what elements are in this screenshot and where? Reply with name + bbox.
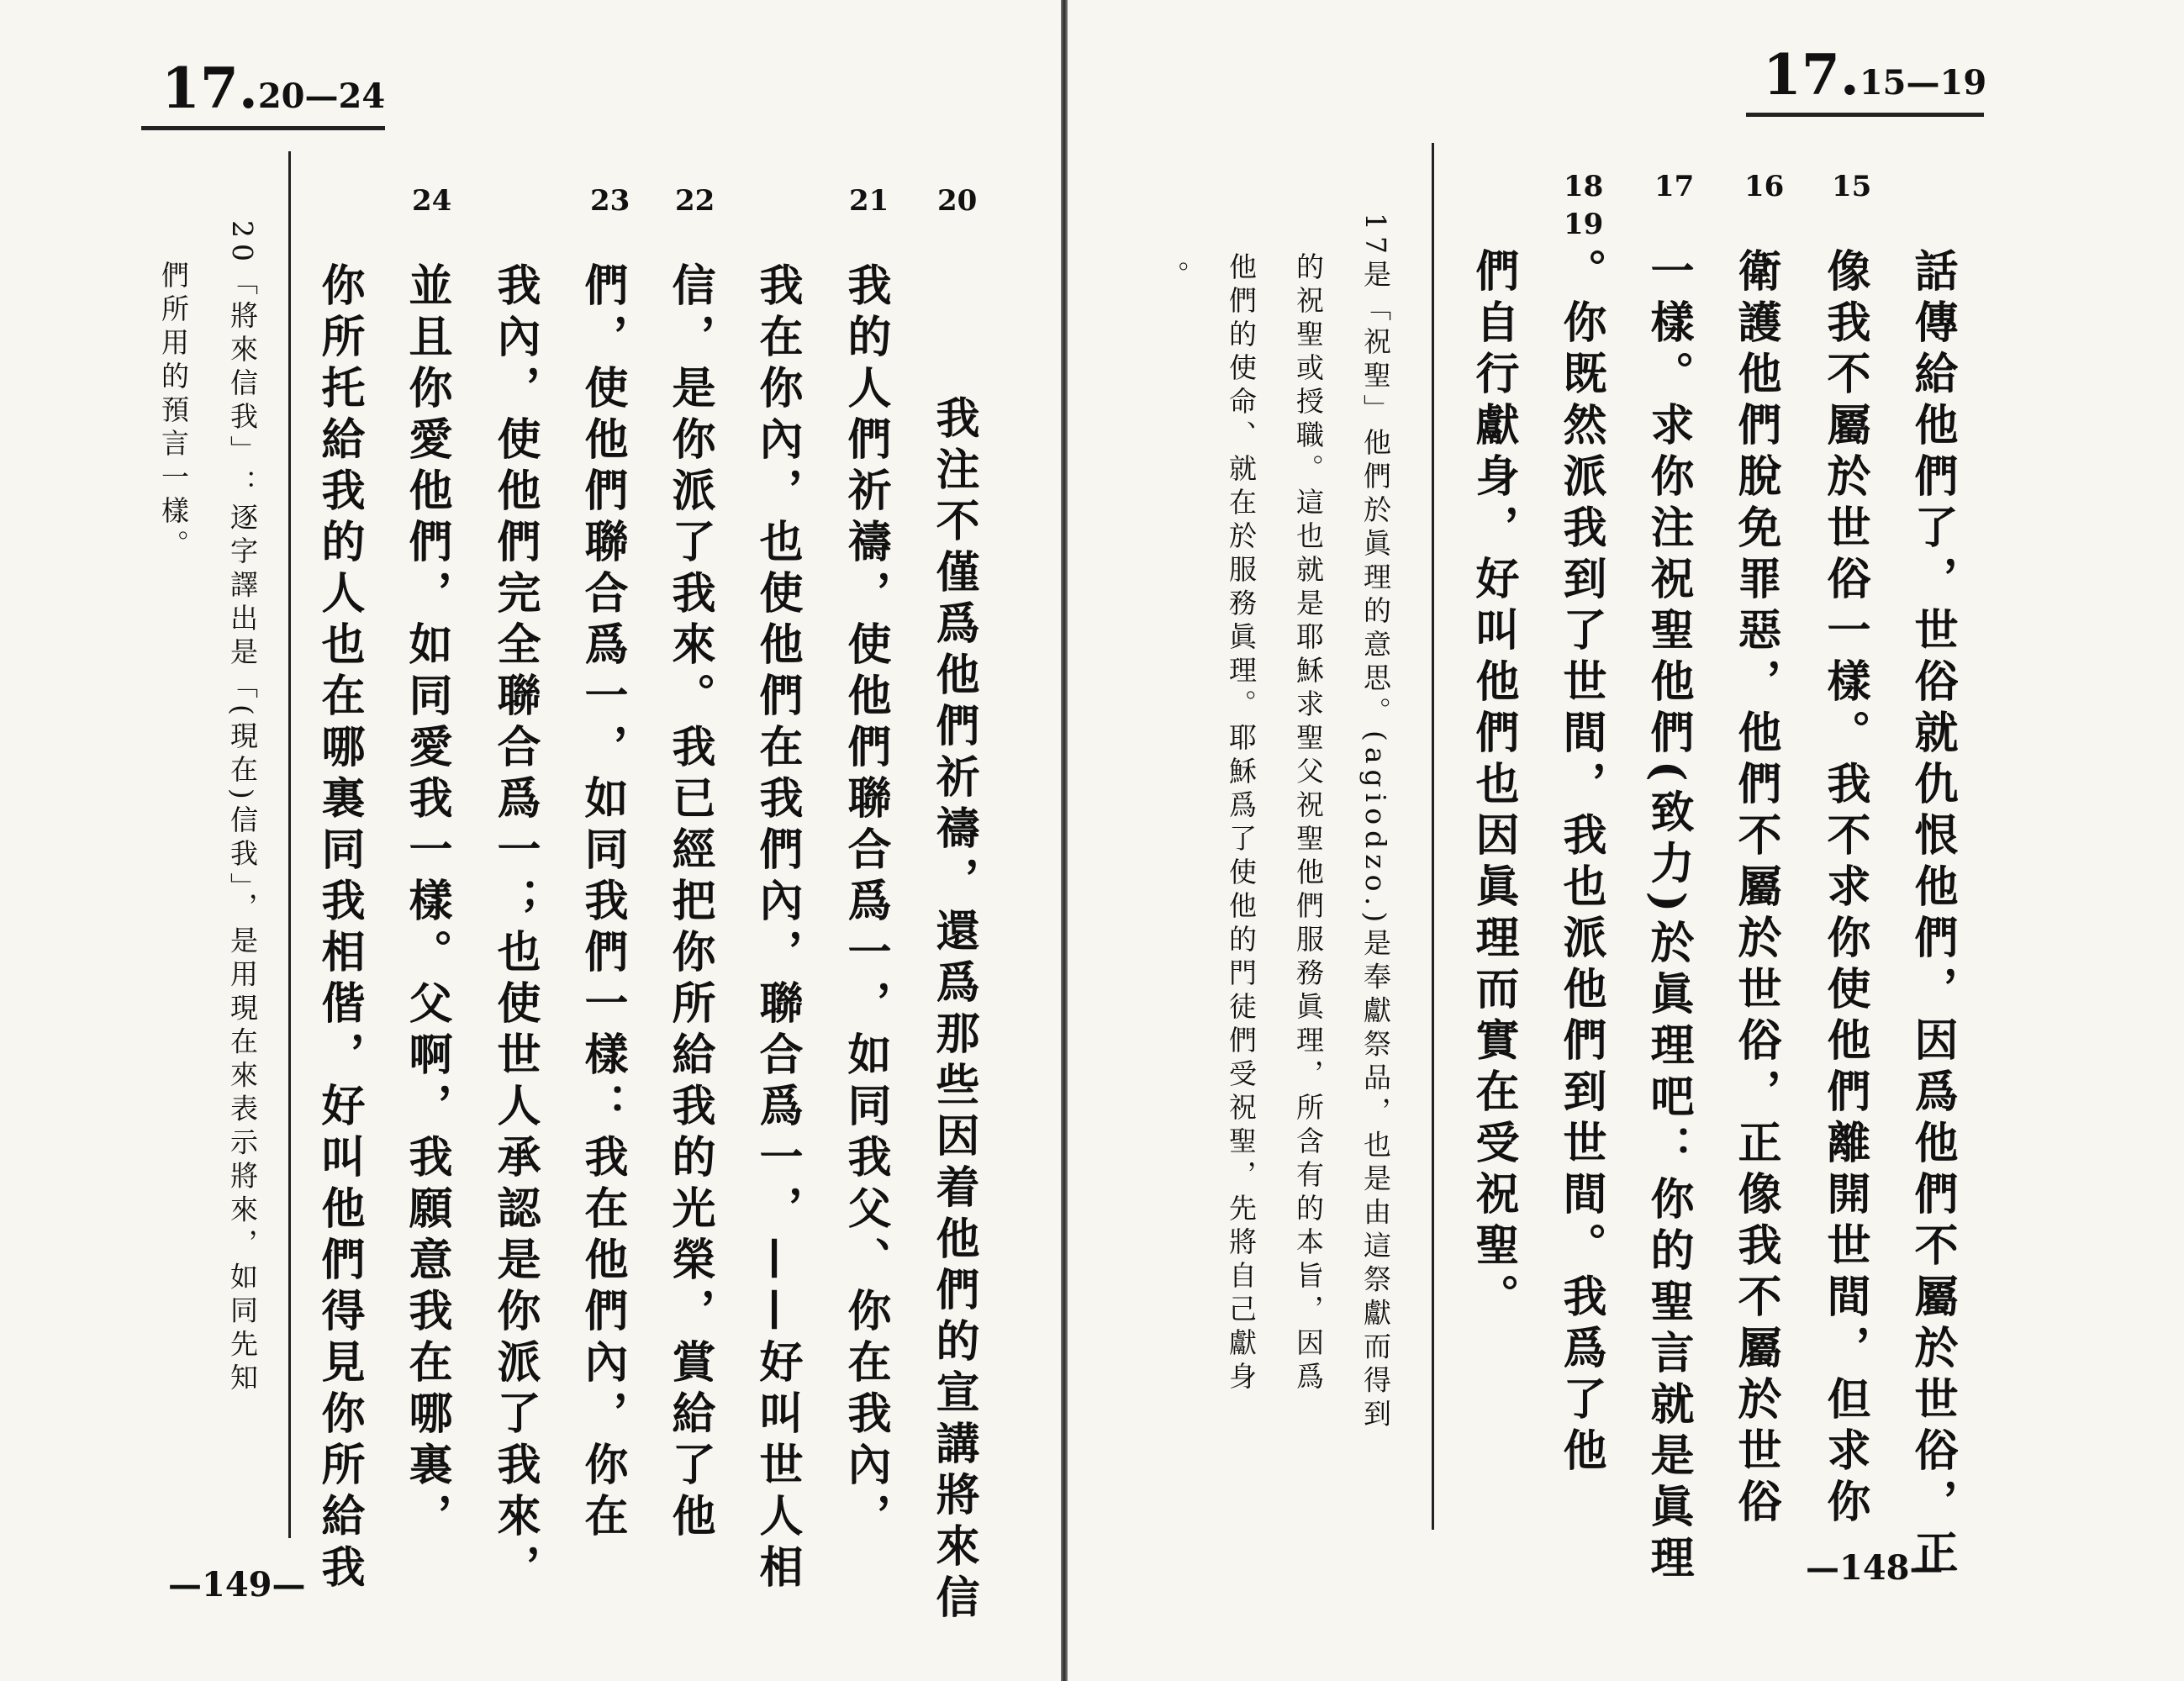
- right-header: [1763, 42, 1987, 108]
- right-page: [1068, 0, 2184, 1681]
- text-column: 一樣。求你注祝聖他們(致力)於眞理吧：你的聖言就是眞理: [1643, 248, 1694, 1587]
- verse-number: 15: [1832, 170, 1872, 203]
- verse-number: 17: [1654, 170, 1695, 203]
- text-column: 話傳給他們了，世俗就仇恨他們，因爲他們不屬於世俗，正: [1907, 248, 1958, 1581]
- footnote-column: 他們的使命、就在於服務眞理。耶穌爲了使他的門徒們受祝聖，先將自己獻身: [1225, 252, 1258, 1395]
- text-column: 我的人們祈禱，使他們聯合爲一，如同我父、你在我內，: [840, 262, 891, 1544]
- verse-number: 19: [1564, 208, 1604, 241]
- verse-number: 23: [590, 184, 630, 218]
- footnote-column: 。: [1158, 261, 1190, 294]
- left-header-verses: 20—24: [257, 76, 386, 116]
- text-column: 你所托給我的人也在哪裏同我相偕，好叫他們得見你所給我: [314, 262, 365, 1595]
- text-column: 衛護他們脫免罪惡，他們不屬於世俗，正像我不屬於世俗: [1730, 248, 1781, 1530]
- footnote-column: 17是「祝聖」他們於眞理的意思。(agiodzo.)是奉獻祭品，也是由這祭獻而得到: [1359, 213, 1392, 1433]
- text-column: 我在你內，也使他們在我們內，聯合爲一，——好叫世人相: [752, 262, 803, 1595]
- text-column: 。你既然派我到了世間，我也派他們到世間。我爲了他: [1555, 248, 1606, 1478]
- left-header: [161, 55, 386, 121]
- left-header-rule: [141, 126, 385, 130]
- footnote-column: 的祝聖或授職。這也就是耶穌求聖父祝聖他們服務眞理，所含有的本旨，因爲: [1292, 252, 1325, 1395]
- text-column: 我內，使他們完全聯合爲一；也使世人承認是你派了我來，: [489, 262, 541, 1595]
- verse-number: 24: [412, 184, 452, 218]
- right-divider: [1432, 143, 1434, 1530]
- footnote-column: 們所用的預言一樣。: [157, 261, 190, 563]
- left-page: [0, 0, 1061, 1681]
- text-column: 們，使他們聯合爲一，如同我們一樣：我在他們內，你在: [577, 262, 628, 1544]
- text-column: 並且你愛他們，如同愛我一樣。父啊，我願意我在哪裏，: [401, 262, 452, 1544]
- verse-number: 18: [1564, 170, 1604, 203]
- text-column: 們自行獻身，好叫他們也因眞理而實在受祝聖。: [1468, 248, 1519, 1325]
- text-column: 信，是你派了我來。我已經把你所給我的光榮，賞給了他: [664, 262, 715, 1544]
- book-gutter: [1061, 0, 1068, 1681]
- verse-number: 16: [1744, 170, 1785, 203]
- left-page-number: —149—: [168, 1565, 306, 1605]
- footnote-column: 20「將來信我」：逐字譯出是「(現在)信我」，是用現在來表示將來，如同先知: [226, 220, 259, 1397]
- text-column: 像我不屬於世俗一樣。我不求你使他們離開世間，但求你: [1819, 248, 1870, 1530]
- text-column: 我注不僅爲他們祈禱，還爲那些因着他們的宣講將來信: [928, 395, 979, 1626]
- right-page-number: —148—: [1806, 1548, 1944, 1588]
- left-header-chapter: 17.: [161, 55, 258, 121]
- right-header-chapter: 17.: [1763, 42, 1860, 108]
- verse-number: 21: [849, 184, 889, 218]
- right-header-rule: [1746, 113, 1984, 117]
- verse-number: 22: [675, 184, 715, 218]
- right-header-verses: 15—19: [1859, 63, 1987, 103]
- verse-number: 20: [937, 184, 978, 218]
- left-divider: [288, 151, 291, 1538]
